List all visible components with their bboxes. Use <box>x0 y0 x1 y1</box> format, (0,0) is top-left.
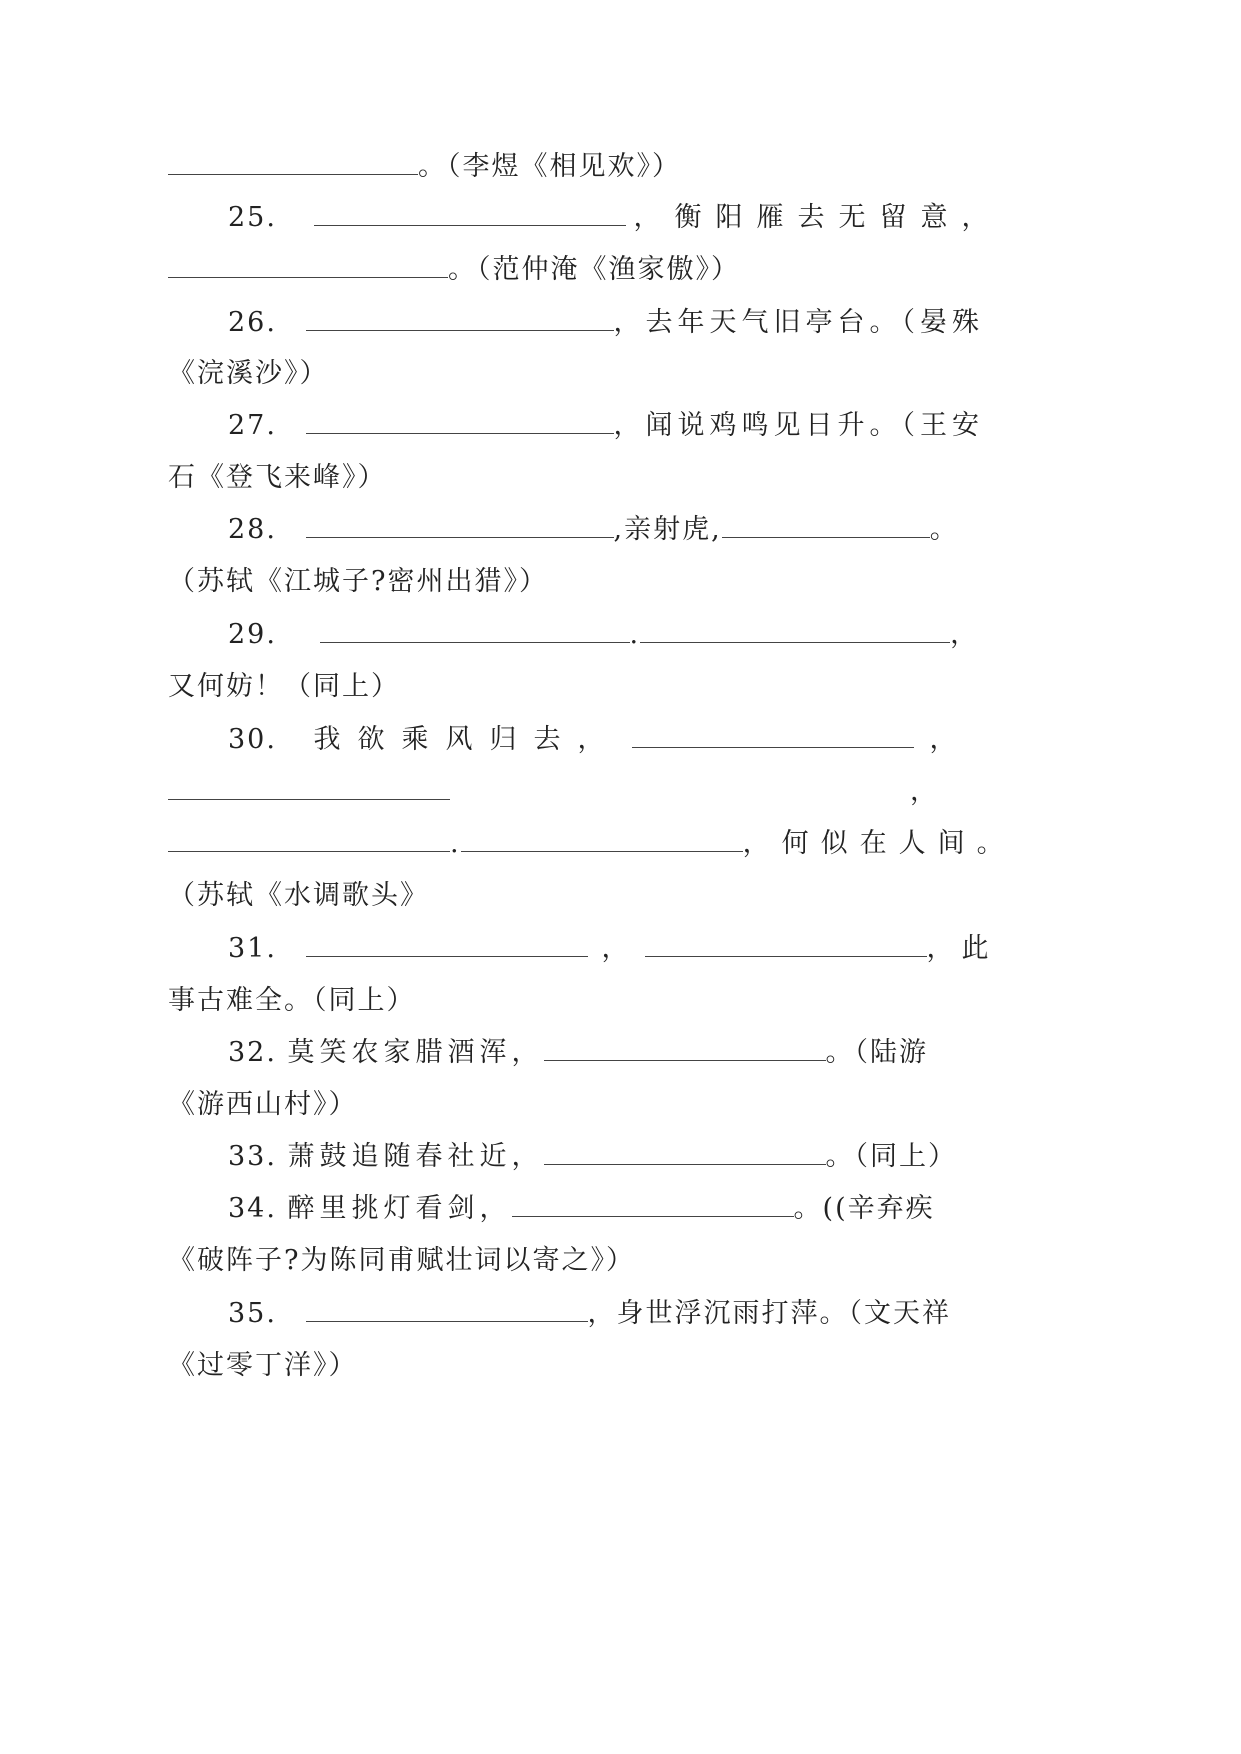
answer-blank[interactable] <box>168 150 418 175</box>
poem-text: ，身世浮沉雨打萍。（文天祥 <box>587 1298 952 1329</box>
question-number: 28. <box>228 514 277 545</box>
punctuation: ， <box>929 724 959 755</box>
question-25-continuation <box>168 250 740 290</box>
source-citation: （苏轼《江城子?密州出猎》） <box>168 566 548 597</box>
question-28-continuation <box>168 562 548 602</box>
question-25 <box>228 198 1003 238</box>
poem-text: 莫笑农家腊酒浑， <box>287 1037 544 1068</box>
question-number: 32. <box>228 1037 277 1068</box>
source-citation: 。((辛弃疾 <box>793 1193 935 1224</box>
answer-blank[interactable] <box>544 1036 826 1061</box>
question-number: 30. <box>228 724 277 755</box>
answer-blank[interactable] <box>512 1192 794 1217</box>
question-number: 27. <box>228 410 277 441</box>
answer-blank[interactable] <box>640 618 950 643</box>
question-30-line3 <box>168 824 1016 864</box>
source-citation: 事古难全。（同上） <box>168 985 416 1016</box>
source-citation: 《破阵子?为陈同甫赋壮词以寄之》） <box>168 1245 635 1276</box>
question-29-continuation <box>168 667 400 707</box>
answer-blank[interactable] <box>306 1297 588 1322</box>
question-31-continuation <box>168 981 416 1021</box>
poem-text: 醉里挑灯看剑， <box>287 1193 512 1224</box>
source-citation: 《过零丁洋》） <box>168 1350 358 1381</box>
source-citation: 又何妨！（同上） <box>168 671 400 702</box>
question-number: 34. <box>228 1193 277 1224</box>
question-30 <box>228 720 959 760</box>
punctuation: . <box>450 828 461 859</box>
poem-text: 萧鼓追随春社近， <box>287 1141 544 1172</box>
source-citation: 《浣溪沙》） <box>168 358 329 389</box>
answer-blank[interactable] <box>722 513 930 538</box>
source-citation: （苏轼《水调歌头》 <box>168 880 429 911</box>
question-34 <box>228 1189 935 1229</box>
question-number: 31. <box>228 933 277 964</box>
poem-text: ，何似在人间。 <box>742 828 1016 859</box>
source-citation: 石《登飞来峰》） <box>168 462 387 493</box>
question-number: 26. <box>228 307 277 338</box>
poem-text: ，去年天气旧亭台。（晏殊 <box>613 307 985 338</box>
answer-blank[interactable] <box>168 827 450 852</box>
question-33 <box>228 1137 957 1177</box>
answer-blank[interactable] <box>168 775 450 800</box>
answer-blank[interactable] <box>306 409 614 434</box>
source-citation: 。（范仲淹《渔家傲》） <box>448 254 740 285</box>
question-number: 29. <box>228 619 277 650</box>
source-citation: 。（陆游 <box>825 1037 929 1068</box>
poem-text: ,亲射虎, <box>613 514 722 545</box>
question-35-continuation <box>168 1346 358 1386</box>
answer-blank[interactable] <box>168 253 448 278</box>
poem-text: ，此 <box>926 933 997 964</box>
source-citation: 《游西山村》） <box>168 1089 358 1120</box>
poem-text: ，闻说鸡鸣见日升。（王安 <box>613 410 985 441</box>
answer-blank[interactable] <box>314 201 626 226</box>
question-28 <box>228 510 959 550</box>
question-number: 35. <box>228 1298 277 1329</box>
question-29 <box>228 615 979 655</box>
poem-text: 我欲乘风归去， <box>313 724 622 755</box>
answer-blank[interactable] <box>461 827 743 852</box>
answer-blank[interactable] <box>306 513 614 538</box>
question-27-continuation <box>168 458 387 498</box>
line-24-continuation <box>168 147 681 187</box>
punctuation: ， <box>950 619 980 650</box>
question-26-continuation <box>168 354 329 394</box>
answer-blank[interactable] <box>632 723 914 748</box>
question-number: 33. <box>228 1141 277 1172</box>
answer-blank[interactable] <box>320 618 630 643</box>
question-35 <box>228 1294 951 1334</box>
source-citation: 。（李煜《相见欢》） <box>418 151 681 182</box>
question-26 <box>228 303 984 343</box>
answer-blank[interactable] <box>645 932 927 957</box>
question-34-continuation <box>168 1241 635 1281</box>
answer-blank[interactable] <box>544 1140 826 1165</box>
question-number: 25. <box>228 202 277 233</box>
punctuation: . <box>629 619 641 650</box>
punctuation: 。 <box>929 514 959 545</box>
poem-text: ，衡阳雁去无留意， <box>633 202 1003 233</box>
question-27 <box>228 406 984 446</box>
question-31 <box>228 929 997 969</box>
question-32-continuation <box>168 1085 358 1125</box>
question-32 <box>228 1033 928 1073</box>
question-30-continuation <box>168 876 429 916</box>
question-30-line2 <box>168 772 939 812</box>
answer-blank[interactable] <box>306 932 588 957</box>
source-citation: 。（同上） <box>825 1141 958 1172</box>
punctuation: ， <box>910 776 939 807</box>
answer-blank[interactable] <box>306 306 614 331</box>
punctuation: ， <box>601 933 631 964</box>
